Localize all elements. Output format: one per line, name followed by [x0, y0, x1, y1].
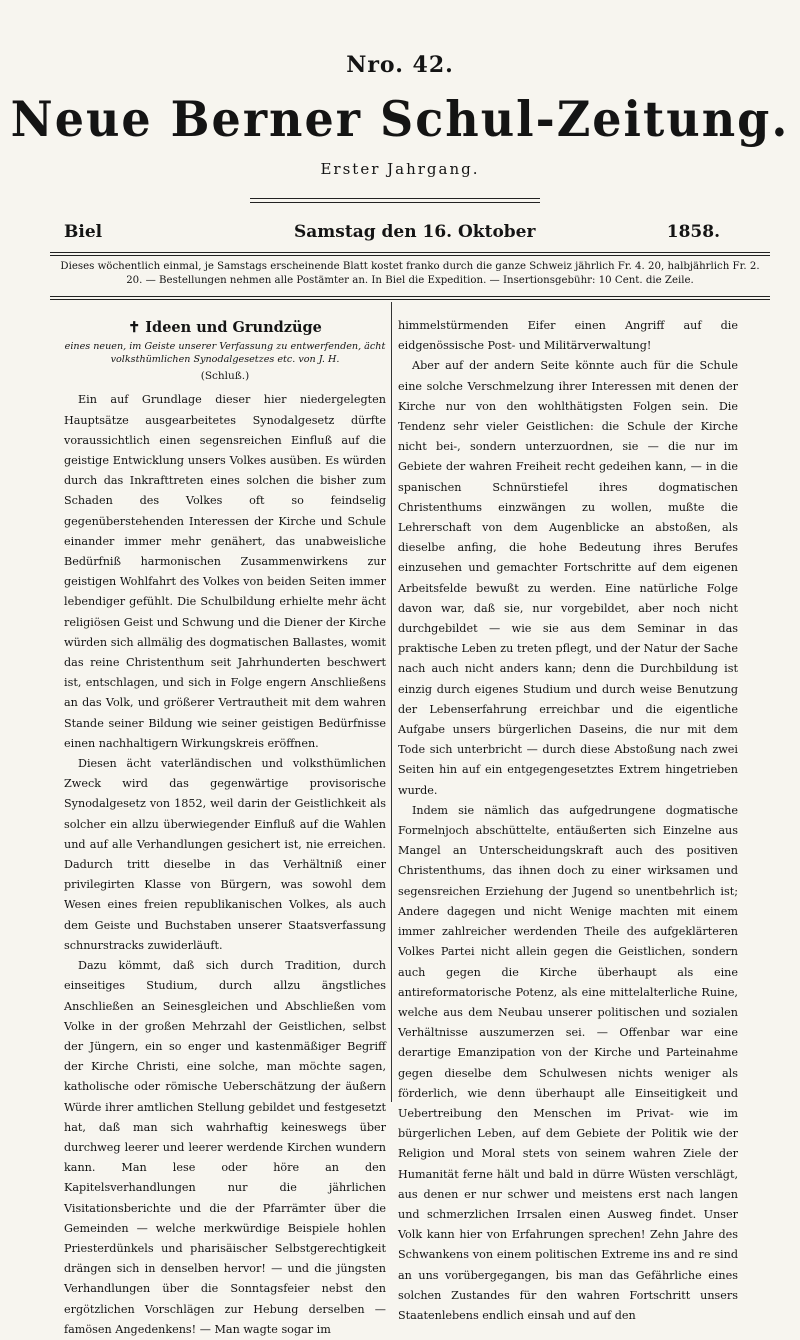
- issue-number: Nro. 42.: [346, 52, 454, 78]
- subscription-notice: Dieses wöchentlich einmal, je Samstags erscheinende Blatt kostet franko durch die ganze Schweiz jährlich Fr. 4. 20, halbjährlich Fr. 2. 20. — Bestellungen nehmen alle Postämter an. In Biel die Expedition. — Insertionsgebühr: 10 Cent. die Zeile.: [60, 261, 760, 286]
- right-column: [398, 316, 738, 1326]
- paragraph: Indem sie nämlich das aufgedrungene dogmatische Formelnjoch abschüttelte, entäußerten sich Einzelne aus Mangel an Unterscheidungskraft auch des positiven Christenthums, das ihnen doch zu einer wirksamen und segensreichen Erziehung der Jugend so unentbehrlich ist; Andere dagegen und nicht Wenige machten mit einem immer zahlreicher werdenden Theile des aufgeklärteren Volkes Partei nicht allein gegen die Geistlichen, sondern auch gegen die Kirche überhaupt als eine antireformatorische Potenz, als eine mittelalterliche Ruine, welche aus dem Neubau unserer politischen und sozialen Verhältnisse auszumerzen sei. — Offenbar war eine derartige Emanzipation von der Kirche und Parteinahme gegen dieselbe dem Schulwesen nichts weniger als förderlich, wie denn überhaupt alle Einseitigkeit und Uebertreibung den Menschen im Privat- wie im bürgerlichen Leben, auf dem Gebiete der Politik wie der Religion und Moral stets von seinem wahren Ziele der Humanität ferne hält und bald in dürre Wüsten verschlägt, aus denen er nur schwer und meistens erst nach langen und schmerzlichen Irrsalen einen Ausweg findet. Unser Volk kann hier von Erfahrungen sprechen! Zehn Jahre des Schwankens von einem politischen Extreme ins and re sind an uns vorübergegangen, bis man das Gefährliche eines solchen Zustandes für den wahren Fortschritt unsers Staatenlebens endlich einsah und auf den: [398, 803, 738, 1322]
- paragraph: Diesen ächt vaterländischen und volksthümlichen Zweck wird das gegenwärtige provisorische Synodalgesetz von 1852, weil darin der Geistlichkeit als solcher ein allzu überwiegender Einfluß auf die Wahlen und auf alle Verhandlungen gesichert ist, nie erreichen. Dadurch tritt dieselbe in das Verhältniß einer privilegirten Klasse von Bürgern, was sowohl dem Wesen eines freien republikanischen Volkes, als auch dem Geiste und Buchstaben unserer Staatsverfassung schnurstracks zuwiderläuft.: [64, 757, 386, 952]
- masthead-rule-2: [250, 202, 540, 203]
- dateline-rule-2: [50, 255, 770, 256]
- paragraph: Ein auf Grundlage dieser hier niedergelegten Hauptsätze ausgearbeitetes Synodalgesetz dürfte voraussichtlich einen segensreichen Einfluß auf die geistige Entwicklung unsers Volkes ausüben. Es würden durch das Inkrafttreten eines solchen die bisher zum Schaden des Volkes oft so feindselig gegenüberstehenden Interessen der Kirche und Schule einander immer mehr genähert, das unabweisliche Bedürfniß harmonischen Zusammenwirkens zur geistigen Wohlfahrt des Volkes von beiden Seiten immer lebendiger gefühlt. Die Schulbildung erhielte mehr ächt religiösen Geist und Schwung und die Diener der Kirche würden sich allmälig des dogmatischen Ballastes, womit das reine Christenthum seit Jahrhunderten beschwert ist, entschlagen, und sich in Folge engern Anschließens an das Volk, und größerer Vertrautheit mit dem wahren Stande seiner Bildung wie seiner geistigen Bedürfnisse einen nachhaltigern Wirkungskreis eröffnen.: [64, 393, 386, 750]
- publication-year: 1858.: [666, 222, 720, 242]
- dateline: [64, 222, 720, 248]
- article-subheading: eines neuen, im Geiste unserer Verfassung zu entwerfenden, ächt volksthümlichen Synodalgesetzes etc. von J. H.: [64, 341, 386, 366]
- publication-place: Biel: [64, 222, 103, 242]
- publication-date: Samstag den 16. Oktober: [294, 222, 536, 242]
- column-divider: [391, 302, 392, 1102]
- volume-label: Erster Jahrgang.: [320, 160, 480, 178]
- notice-rule-2: [50, 299, 770, 300]
- paragraph: Aber auf der andern Seite könnte auch für die Schule eine solche Verschmelzung ihrer Interessen mit denen der Kirche nur von den wohlthätigsten Folgen sein. Die Tendenz sehr vieler Geistlichen: die Schule der Kirche nicht bei-, sondern unterzuordnen, sie — die nur im Gebiete der wahren Freiheit recht gedeihen kann, — in die spanischen Schnürstiefel ihres dogmatischen Christenthums einzwängen zu wollen, mußte die Lehrerschaft von dem Augenblicke an abstoßen, als dieselbe anfing, die hohe Bedeutung ihres Berufes einzusehen und gemachter Fortschritte auf dem eigenen Arbeitsfelde bewußt zu werden. Eine natürliche Folge davon war, daß sie, nur vorgebildet, aber noch nicht durchgebildet — wie sie aus dem Seminar in das praktische Leben zu treten pflegt, und der Natur der Sache nach auch nicht anders kann; denn die Durchbildung ist einzig durch eigenes Studium und durch weise Benutzung der Lebenserfahrung erreichbar und die eigentliche Aufgabe unsers bürgerlichen Daseins, die nur mit dem Tode sich unterbricht — durch diese Abstoßung nach zwei Seiten hin auf ein entgegengesetztes Extrem hingetrieben wurde.: [398, 359, 738, 797]
- paragraph: himmelstürmenden Eifer einen Angriff auf die eidgenössische Post- und Militärverwaltung!: [398, 319, 738, 353]
- paragraph: Dazu kömmt, daß sich durch Tradition, durch einseitiges Studium, durch allzu ängstliches Anschließen an Seinesgleichen und Abschließen vom Volke in der großen Mehrzahl der Geistlichen, selbst der Jüngern, ein so enger und kastenmäßiger Begriff der Kirche Christi, eine solche, man möchte sagen, katholische oder römische Ueberschätzung der äußern Würde ihrer amtlichen Stellung gebildet und festgesetzt hat, daß man sich wahrhaftig keineswegs über durchweg leerer und leerer werdende Kirchen wundern kann. Man lese oder höre an den Kapitelsverhandlungen nur die jährlichen Visitationsberichte und die der Pfarrämter über die Gemeinden — welche merkwürdige Beispiele hohlen Priesterdünkels und pharisäischer Selbstgerechtigkeit drängen sich in denselben hervor! — und die jüngsten Verhandlungen über die Sonntagsfeier nebst den ergötzlichen Vorschlägen zur Hebung derselben — famösen Angedenkens! — Man wagte sogar im: [64, 959, 386, 1336]
- notice-rule: [50, 296, 770, 297]
- newspaper-title: Neue Berner Schul-Zeitung.: [10, 90, 790, 148]
- article-continuation: (Schluß.): [200, 370, 250, 383]
- article-heading: ✝ Ideen und Grundzüge: [128, 319, 322, 336]
- dateline-rule: [50, 252, 770, 253]
- masthead-rule: [250, 198, 540, 199]
- left-column: [64, 310, 386, 1340]
